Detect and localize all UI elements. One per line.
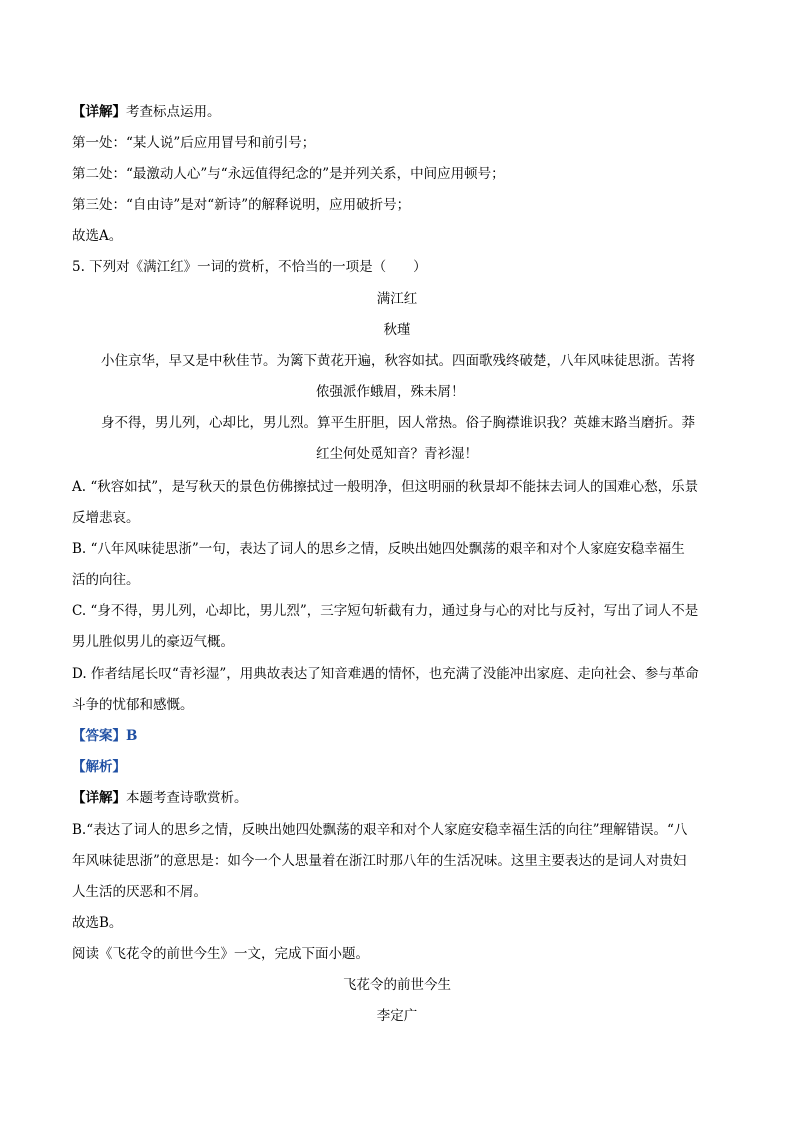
poem-stanza-1-line-1: 小住京华，早又是中秋佳节。为篱下黄花开遍，秋容如拭。四面歌残终破楚，八年风味徒思浙。苦将 [101,353,695,369]
option-a-line-2: 反增悲哀。 [72,510,140,526]
option-c-line-1: C. “身不得，男儿列，心却比，男儿烈”，三字短句斩截有力，通过身与心的对比与反衬，写出了词人不是 [72,603,699,619]
option-b-line-1: B. “八年风味徒思浙”一句，表达了词人的思乡之情，反映出她四处飘荡的艰辛和对个人家庭安稳幸福生 [72,541,685,557]
question-5: 5. 下列对《满江红》一词的赏析，不恰当的一项是（ ） [72,259,427,275]
poem-stanza-2-line-2: 红尘何处觅知音？青衫湿！ [316,446,478,462]
poem-stanza-2-line-1: 身不得，男儿列，心却比，男儿烈。算平生肝胆，因人常热。俗子胸襟谁识我？英雄末路当磨折。莽 [101,415,695,431]
detail-text: 考查标点运用。 [126,104,221,120]
detail-text-2: 本题考查诗歌赏析。 [126,790,248,806]
explanation-conclusion: 故选B。 [72,915,123,931]
point-two: 第二处：“最激动人心”与“永远值得纪念的”是并列关系，中间应用顿号； [72,166,505,182]
option-a-line-1: A. “秋容如拭”，是写秋天的景色仿佛擦拭过一般明净，但这明丽的秋景却不能抹去词人的国难心愁，乐景 [72,479,699,495]
poem-title: 满江红 [376,291,418,307]
article-author: 李定广 [376,1008,418,1024]
option-b-line-2: 活的向往。 [72,572,140,588]
option-c-line-2: 男儿胜似男儿的豪迈气概。 [72,634,234,650]
point-one: 第一处：“某人说”后应用冒号和前引号； [72,135,316,151]
option-d-line-1: D. 作者结尾长叹“青衫湿”，用典故表达了知音难遇的情怀，也充满了没能冲出家庭、走向社会、参与革命 [72,666,699,682]
poem-stanza-1-line-2: 侬强派作蛾眉，殊未屑！ [316,384,465,400]
answer-label: 【答案】B [72,728,138,744]
explanation-line-1: B.“表达了词人的思乡之情，反映出她四处飘荡的艰辛和对个人家庭安稳幸福生活的向往”理解错误。“八 [72,822,688,838]
reading-instruction: 阅读《飞花令的前世今生》一文，完成下面小题。 [72,946,369,962]
detail-label: 【详解】 [72,104,126,120]
detail-heading-line-2 [72,788,248,808]
article-title: 飞花令的前世今生 [343,977,451,993]
option-d-line-2: 斗争的忧郁和感慨。 [72,697,194,713]
analysis-label: 【解析】 [72,759,126,775]
point-three: 第三处：“自由诗”是对“新诗”的解释说明，应用破折号； [72,197,411,213]
explanation-line-2: 年风味徒思浙”的意思是：如今一个人思量着在浙江时那八年的生活况味。这里主要表达的是词人对贵妇 [72,853,687,869]
detail-heading-line [72,102,221,122]
poem-author: 秋瑾 [383,322,411,338]
explanation-line-3: 人生活的厌恶和不屑。 [72,884,207,900]
conclusion: 故选A。 [72,228,123,244]
detail-label-2: 【详解】 [72,790,126,806]
